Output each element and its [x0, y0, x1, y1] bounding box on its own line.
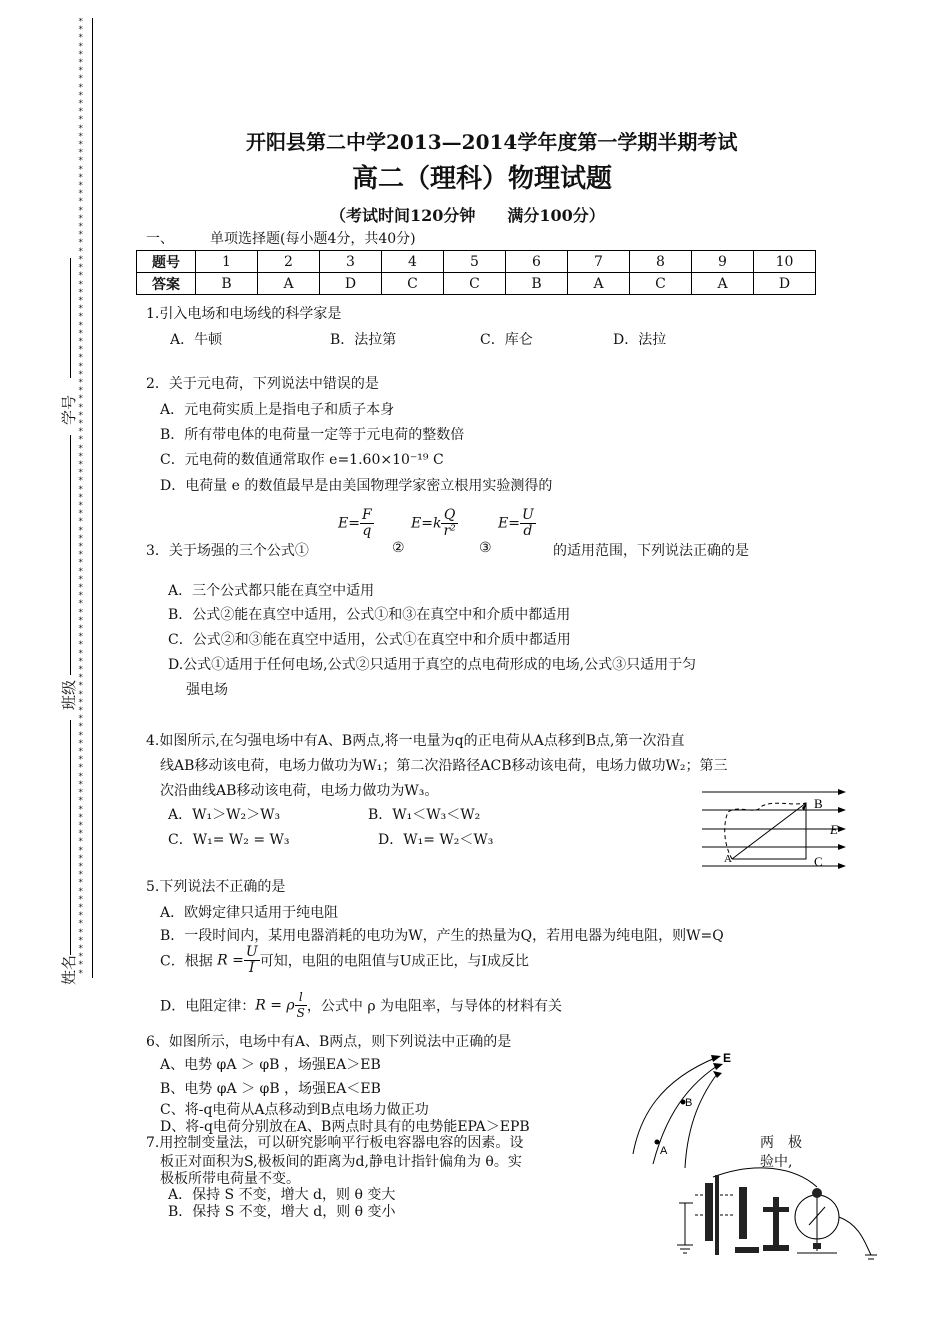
- table-cell: D: [754, 273, 816, 295]
- q4-option-a: A．W₁＞W₂＞W₃: [168, 807, 281, 823]
- q5-stem: 5.下列说法不正确的是: [146, 879, 286, 895]
- table-cell: 3: [320, 251, 382, 273]
- q7-stem-line2: 板正对面积为S,极板间的距离为d,静电计指针偏角为 θ。实: [160, 1154, 522, 1170]
- class-blank: [70, 435, 71, 675]
- table-cell: B: [506, 273, 568, 295]
- exam-info: （考试时间120分钟 满分100分）: [330, 206, 605, 225]
- q3-option-c: C．公式②和③能在真空中适用，公式①在真空中和介质中都适用: [168, 632, 571, 648]
- q2-option-d: D．电荷量 e 的数值最早是由美国物理学家密立根用实验测得的: [160, 478, 553, 494]
- q3-option-a: A．三个公式都只能在真空中适用: [168, 583, 375, 599]
- q4-stem-line2: 线AB移动该电荷，电场力做功为W₁；第二次沿路径ACB移动该电荷，电场力做功W₂；第三: [160, 758, 728, 774]
- q3-marker-2: ②: [392, 540, 405, 556]
- fig-label-a: A: [724, 853, 732, 865]
- q7-option-b: B．保持 S 不变，增大 d，则 θ 变小: [168, 1204, 396, 1220]
- q2-option-b: B．所有带电体的电荷量一定等于元电荷的整数倍: [160, 427, 465, 443]
- table-cell: 题号: [137, 251, 196, 273]
- q7-stem-line2-right: 验中,: [760, 1154, 793, 1170]
- q4-option-b: B．W₁＜W₃＜W₂: [368, 807, 481, 823]
- table-cell: 9: [692, 251, 754, 273]
- table-cell: D: [320, 273, 382, 295]
- table-cell: C: [444, 273, 506, 295]
- formula-2: E=k $\frac{Q}{\text{r²}}$: [411, 507, 456, 539]
- q5-option-d: D．电阻定律：R = ρ $\frac{l}{S}$ ，公式中 ρ 为电阻率，与导体的材料有关: [160, 990, 563, 1020]
- q1-option-b: B．法拉第: [330, 332, 397, 348]
- table-cell: 8: [630, 251, 692, 273]
- q5-option-c: C．根据 R = $\frac{U}{I}$ 可知，电阻的电阻值与U成正比，与I成反比: [160, 944, 530, 976]
- table-cell: 5: [444, 251, 506, 273]
- q3-stem-a: 3．关于场强的三个公式①: [146, 543, 309, 559]
- q6-option-a: A、电势 φA ＞ φB ，场强EA＞EB: [160, 1057, 381, 1073]
- table-cell: B: [196, 273, 258, 295]
- q6-option-c: C、将-q电荷从A点移动到B点电场力做正功: [160, 1102, 429, 1118]
- student-id-blank: [70, 258, 71, 378]
- q7-stem-line1-right: 两 极: [760, 1135, 802, 1151]
- table-cell: 答案: [137, 273, 196, 295]
- q2-option-c: C．元电荷的数值通常取作 e=1.60×10⁻¹⁹ C: [160, 452, 444, 468]
- binding-line: [92, 18, 93, 978]
- q4-stem-line3: 次沿曲线AB移动该电荷，电场力做功为W₃。: [160, 783, 439, 799]
- answer-table: [136, 250, 816, 295]
- fig-label-e: E: [723, 1051, 732, 1065]
- student-id-label: 学号: [60, 394, 78, 425]
- school-title: 开阳县第二中学2013—2014学年度第一学期半期考试: [246, 130, 738, 154]
- q7-stem-line1: 7.用控制变量法，可以研究影响平行板电容器电容的因素。设: [146, 1135, 524, 1151]
- q7-capacitor-figure: [675, 1165, 885, 1270]
- table-cell: A: [258, 273, 320, 295]
- table-cell: 1: [196, 251, 258, 273]
- fig-label-c: C: [814, 854, 823, 869]
- q7-option-a: A．保持 S 不变，增大 d，则 θ 变大: [168, 1187, 396, 1203]
- q6-option-d: D、将-q电荷分别放在A、B两点时具有的电势能EPA＞EPB: [160, 1119, 530, 1135]
- fig-label-e: E: [830, 822, 838, 837]
- table-cell: 7: [568, 251, 630, 273]
- q3-stem-b: 的适用范围，下列说法正确的是: [553, 543, 749, 559]
- q4-field-figure: [700, 786, 850, 878]
- fig-label-b: B: [685, 1097, 693, 1109]
- q4-option-d: D．W₁= W₂＜W₃: [378, 832, 494, 848]
- fig-label-b: B: [814, 796, 823, 811]
- table-cell: C: [630, 273, 692, 295]
- q2-stem: 2．关于元电荷，下列说法中错误的是: [146, 376, 379, 392]
- table-cell: 10: [754, 251, 816, 273]
- q4-stem-line1: 4.如图所示,在匀强电场中有A、B两点,将一电量为q的正电荷从A点移到B点,第一次沿直: [146, 733, 685, 749]
- table-cell: 4: [382, 251, 444, 273]
- q5-option-b: B．一段时间内，某用电器消耗的电功为W，产生的热量为Q，若用电器为纯电阻，则W=Q: [160, 928, 724, 944]
- q3-option-d-line1: D.公式①适用于任何电场,公式②只适用于真空的点电荷形成的电场,公式③只适用于匀: [168, 657, 697, 673]
- table-cell: 2: [258, 251, 320, 273]
- q6-stem: 6、如图所示，电场中有A、B两点，则下列说法中正确的是: [146, 1034, 512, 1050]
- table-row: [137, 251, 816, 273]
- table-cell: A: [568, 273, 630, 295]
- q1-option-d: D．法拉: [613, 332, 667, 348]
- table-row: [137, 273, 816, 295]
- q6-field-figure: [625, 1046, 745, 1171]
- subject-title: 高二（理科）物理试题: [352, 164, 613, 194]
- section-number: 一、: [146, 231, 174, 247]
- formula-1: E= $\frac{F}{q}$: [338, 507, 372, 539]
- fig-label-a: A: [660, 1145, 668, 1157]
- name-blank: [70, 720, 71, 955]
- q4-option-c: C．W₁= W₂ = W₃: [168, 832, 290, 848]
- table-cell: A: [692, 273, 754, 295]
- q1-stem: 1.引入电场和电场线的科学家是: [146, 306, 342, 322]
- name-label: 姓名: [60, 954, 78, 985]
- section-heading: 单项选择题(每小题4分，共40分): [210, 231, 416, 247]
- q6-option-b: B、电势 φA ＞ φB ，场强EA＜EB: [160, 1081, 381, 1097]
- table-cell: 6: [506, 251, 568, 273]
- q2-option-a: A．元电荷实质上是指电子和质子本身: [160, 402, 395, 418]
- formula-3: E= $\frac{U}{d}$: [498, 507, 534, 539]
- class-label: 班级: [60, 679, 78, 710]
- q5-option-a: A．欧姆定律只适用于纯电阻: [160, 905, 339, 921]
- q1-option-a: A．牛顿: [170, 332, 223, 348]
- table-cell: C: [382, 273, 444, 295]
- q3-marker-3: ③: [479, 540, 492, 556]
- binding-star-line: * * * * * * * * * * * * * * * * * * * * * * * * * * * * * * * * * * * * * * * * * * * * * * * * * * * * * * * * * * * * * * * * * * * * * * * * * * * * * * * * * * * * * * * * * * * * * * * * * * * * * * * * * * * * * * * * * * * * *: [78, 18, 84, 978]
- q7-stem-line3: 极板所带电荷量不变。: [160, 1171, 300, 1187]
- q3-option-b: B．公式②能在真空中适用，公式①和③在真空中和介质中都适用: [168, 607, 571, 623]
- q1-option-c: C．库仑: [480, 332, 533, 348]
- q3-option-d-line2: 强电场: [186, 682, 228, 698]
